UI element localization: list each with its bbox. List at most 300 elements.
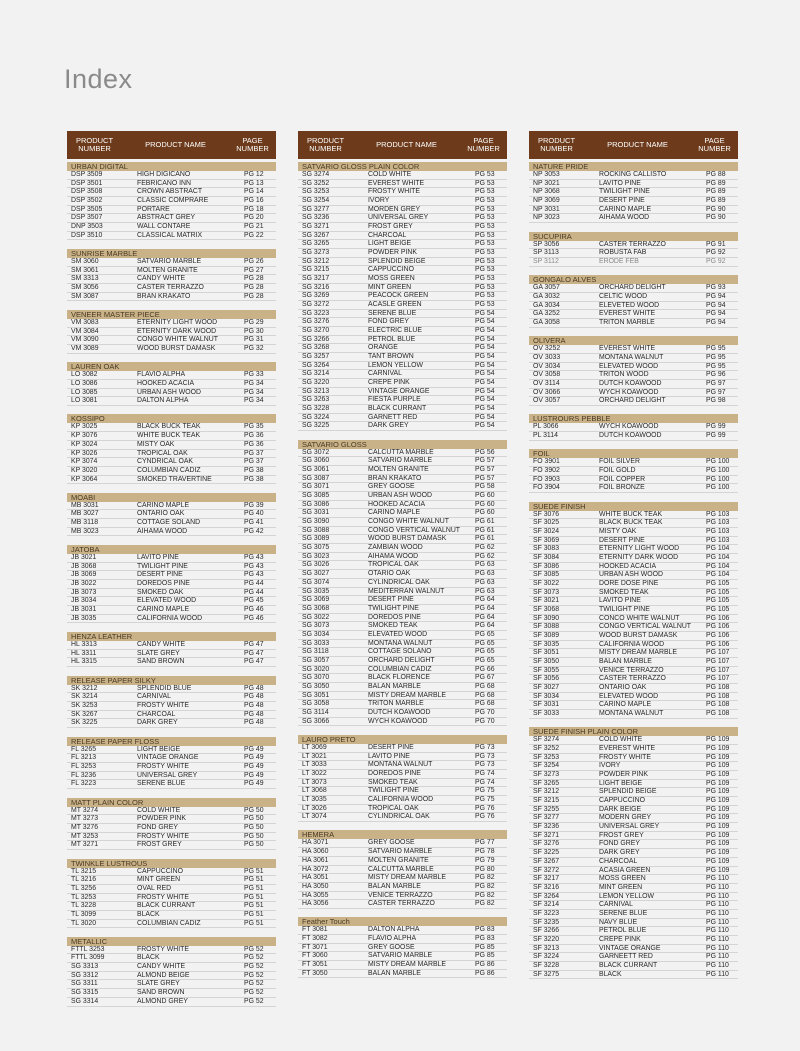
table-row	[529, 632, 738, 641]
product-name: CASTER TERRAZZO	[599, 675, 666, 683]
product-number: SF 3088	[533, 623, 560, 631]
page-number: PG 103	[706, 519, 730, 527]
page-number: PG 68	[475, 682, 495, 690]
page-number: PG 105	[706, 597, 730, 605]
product-number: NP 3053	[533, 171, 560, 178]
product-number: SF 3034	[533, 692, 560, 700]
product-name: MISTY DREAM MARBLE	[368, 961, 446, 969]
page-number: PG 28	[244, 275, 264, 283]
product-name: BRAN KRAKATO	[137, 292, 191, 300]
page-number: PG 36	[244, 432, 264, 440]
table-row	[529, 901, 738, 910]
table-row	[67, 502, 276, 511]
table-row	[67, 458, 276, 467]
page-number: PG 52	[244, 963, 264, 971]
page-number: PG 80	[475, 865, 495, 873]
section-gap	[529, 441, 738, 447]
product-name: CREPE PINK	[368, 379, 410, 387]
page-number: PG 54	[475, 379, 495, 387]
product-name: CYLINDRICAL OAK	[368, 578, 430, 586]
product-name: PORTARE	[137, 205, 170, 213]
product-name: BLACK FLORENCE	[368, 674, 431, 682]
table-row	[298, 883, 507, 892]
product-name: TWILIGHT PINE	[599, 188, 650, 196]
product-name: TANT BROWN	[368, 353, 414, 361]
table-row	[298, 848, 507, 857]
table-row	[529, 840, 738, 849]
table-row	[298, 266, 507, 275]
product-number: NP 3023	[533, 214, 560, 222]
page-number: PG 48	[244, 719, 264, 727]
header-product-number: PRODUCT NUMBER	[75, 135, 114, 153]
product-name: FLAVIO ALPHA	[137, 371, 186, 379]
product-number: SM 3061	[71, 266, 99, 274]
table-row	[529, 484, 738, 493]
section-heading: URBAN DIGITAL	[67, 162, 276, 171]
product-name: CALIFORNIA WOOD	[137, 614, 203, 622]
page-number: PG 82	[475, 900, 495, 908]
page-number: PG 109	[706, 823, 730, 831]
header-product-name: PRODUCT NAME	[607, 139, 668, 149]
page-number: PG 52	[244, 945, 264, 953]
table-row	[67, 841, 276, 850]
page-number: PG 109	[706, 866, 730, 874]
product-number: SF 3216	[533, 883, 560, 891]
product-name: CALCUTTA MARBLE	[368, 865, 434, 873]
product-number: SF 3085	[533, 571, 560, 579]
page-number: PG 107	[706, 649, 730, 657]
page-number: PG 95	[706, 345, 726, 353]
product-name: CALIFORNIA WOOD	[368, 795, 434, 803]
product-name: MONTANA WALNUT	[368, 639, 433, 647]
page-number: PG 18	[244, 205, 264, 213]
section-gap	[298, 726, 507, 732]
product-number: FT 3071	[302, 943, 328, 951]
product-number: SF 3215	[533, 797, 560, 805]
page-number: PG 94	[706, 301, 726, 309]
table-row	[298, 336, 507, 345]
table-row	[298, 857, 507, 866]
product-name: DARK GREY	[137, 719, 178, 727]
page-number: PG 74	[475, 778, 495, 786]
table-row	[529, 511, 738, 520]
page-number: PG 43	[244, 562, 264, 570]
page-number: PG 108	[706, 684, 730, 692]
section-heading: OLIVERA	[529, 336, 738, 345]
product-number: SF 3022	[533, 580, 560, 588]
product-name: CELTIC WOOD	[599, 292, 648, 300]
product-number: SF 3213	[533, 944, 560, 952]
table-row	[67, 380, 276, 389]
page-number: PG 110	[706, 944, 729, 952]
product-number: LT 3068	[302, 787, 327, 795]
product-number: SF 3084	[533, 554, 560, 562]
page-number: PG 54	[475, 344, 495, 352]
table-row	[529, 945, 738, 954]
page-number: PG 110	[706, 883, 729, 891]
table-row	[298, 327, 507, 336]
table-row	[67, 423, 276, 432]
product-number: SG 3118	[302, 648, 329, 656]
page-number: PG 110	[706, 901, 729, 909]
table-row	[298, 492, 507, 501]
page-number: PG 94	[706, 292, 726, 300]
page-number: PG 67	[475, 674, 495, 682]
table-row	[298, 188, 507, 197]
table-row	[529, 667, 738, 676]
product-name: ELEVATED WOOD	[599, 362, 659, 370]
section-gap	[298, 909, 507, 915]
table-row	[67, 467, 276, 476]
product-number: SG 3216	[302, 283, 330, 291]
table-row	[529, 397, 738, 406]
product-number: SM 3313	[71, 275, 99, 283]
table-row	[298, 483, 507, 492]
page-number: PG 38	[244, 466, 264, 474]
product-name: DORE DOSE PINE	[599, 580, 659, 588]
product-name: ROCKING CALLISTO	[599, 171, 667, 178]
table-row	[529, 423, 738, 432]
table-row	[298, 700, 507, 709]
page-number: PG 68	[475, 691, 495, 699]
page-number: PG 109	[706, 840, 730, 848]
product-name: CONGO WHITE WALNUT	[137, 336, 218, 344]
table-row	[529, 589, 738, 598]
table-header	[529, 131, 738, 159]
table-row	[529, 214, 738, 223]
page-number: PG 103	[706, 528, 730, 536]
table-row	[298, 709, 507, 718]
product-name: BALAN MARBLE	[368, 969, 421, 977]
table-row	[298, 952, 507, 961]
product-number: SF 3236	[533, 823, 560, 831]
table-row	[67, 232, 276, 241]
page-number: PG 83	[475, 935, 495, 943]
page-number: PG 50	[244, 815, 264, 823]
product-number: SG 3026	[302, 561, 330, 569]
product-name: SMOKED TEAK	[368, 622, 418, 630]
product-name: EVEREST WHITE	[599, 310, 656, 318]
page-number: PG 53	[475, 301, 495, 309]
product-number: SF 3214	[533, 901, 560, 909]
page-number: PG 89	[706, 179, 726, 187]
table-row	[298, 631, 507, 640]
page-number: PG 110	[706, 909, 729, 917]
page-number: PG 62	[475, 544, 495, 552]
product-number: SG 3090	[302, 518, 330, 526]
page-number: PG 53	[475, 188, 495, 196]
product-name: POWDER PINK	[368, 249, 418, 257]
product-number: SP 3112	[533, 257, 559, 265]
page-number: PG 44	[244, 580, 264, 588]
section-gap	[529, 406, 738, 412]
product-name: CALCUTTA MARBLE	[368, 448, 434, 456]
product-number: SG 3034	[302, 630, 330, 638]
table-row	[67, 658, 276, 667]
product-number: DSP 3507	[71, 214, 103, 222]
product-number: SG 3060	[302, 457, 330, 465]
product-name: BALAN MARBLE	[599, 658, 652, 666]
product-name: SAND BROWN	[137, 658, 185, 666]
table-row	[298, 171, 507, 180]
product-number: SK 3253	[71, 701, 98, 709]
product-name: IVORY	[599, 762, 621, 770]
table-row	[529, 537, 738, 546]
page-number: PG 64	[475, 622, 495, 630]
page-number: PG 106	[706, 640, 730, 648]
page-number: PG 48	[244, 701, 264, 709]
product-name: ABSTRACT GREY	[137, 214, 196, 222]
product-number: OV 3034	[533, 362, 561, 370]
page-number: PG 109	[706, 753, 730, 761]
product-name: TROPICAL OAK	[368, 561, 419, 569]
page-number: PG 62	[475, 552, 495, 560]
product-number: SG 3224	[302, 413, 330, 421]
table-row	[298, 527, 507, 536]
product-name: MINT GREEN	[137, 876, 181, 884]
page-number: PG 16	[244, 197, 264, 205]
product-name: GREY GOOSE	[368, 943, 415, 951]
section-gap	[298, 431, 507, 437]
section-heading: SATVARIO GLOSS	[298, 440, 507, 449]
product-number: SF 3025	[533, 519, 560, 527]
product-name: DESERT PINE	[137, 571, 183, 579]
table-row	[529, 962, 738, 971]
page-number: PG 52	[244, 989, 264, 997]
table-row	[529, 893, 738, 902]
page-number: PG 44	[244, 588, 264, 596]
table-row	[298, 475, 507, 484]
product-name: MOLTEN GRANITE	[368, 466, 429, 474]
product-number: SG 3253	[302, 188, 330, 196]
product-name: ORCHARD DELIGHT	[599, 284, 666, 292]
page-number: PG 105	[706, 580, 730, 588]
page-number: PG 51	[244, 876, 264, 884]
page-number: PG 61	[475, 526, 495, 534]
header-product-name: PRODUCT NAME	[376, 139, 437, 149]
table-row	[529, 875, 738, 884]
product-number: SF 3267	[533, 857, 560, 865]
product-number: LT 3069	[302, 743, 327, 751]
product-number: PL 3114	[533, 432, 558, 440]
product-number: SF 3035	[533, 640, 560, 648]
page-number: PG 65	[475, 630, 495, 638]
product-name: SATVARIO MARBLE	[368, 848, 433, 856]
product-number: LT 3073	[302, 778, 327, 786]
header-page-number: PAGE NUMBER	[698, 135, 731, 153]
table-row	[67, 998, 276, 1007]
product-name: DESERT PINE	[368, 596, 414, 604]
table-row	[298, 362, 507, 371]
product-number: SG 3058	[302, 700, 330, 708]
page-number: PG 66	[475, 665, 495, 673]
table-row	[529, 528, 738, 537]
product-number: MT 3271	[71, 841, 99, 849]
table-row	[529, 354, 738, 363]
table-row	[67, 780, 276, 789]
product-number: DSP 3505	[71, 205, 103, 213]
product-number: SG 3254	[302, 197, 330, 205]
product-number: HA 3050	[302, 882, 329, 890]
page-number: PG 100	[706, 484, 730, 492]
page-number: PG 109	[706, 857, 730, 865]
product-number: FO 3901	[533, 458, 560, 466]
table-row	[529, 597, 738, 606]
table-row	[529, 545, 738, 554]
product-name: UNIVERSAL GREY	[137, 771, 198, 779]
product-name: CLASSIC COMPRARE	[137, 197, 209, 205]
product-name: EVEREST WHITE	[599, 345, 656, 353]
product-name: CHARCOAL	[599, 857, 638, 865]
page-number: PG 82	[475, 891, 495, 899]
product-number: SG 3214	[302, 370, 330, 378]
product-number: SF 3069	[533, 536, 560, 544]
section-heading: SUNRISE MARBLE	[67, 249, 276, 258]
table-row	[67, 336, 276, 345]
product-number: SG 3057	[302, 656, 330, 664]
page-number: PG 60	[475, 500, 495, 508]
product-name: ELEVATED WOOD	[368, 630, 428, 638]
table-row	[298, 657, 507, 666]
table-row	[298, 944, 507, 953]
product-name: SMOKED TEAK	[599, 588, 649, 596]
table-row	[67, 702, 276, 711]
product-name: WOOD BURST DAMASK	[137, 344, 216, 352]
product-name: SPLENDID BEIGE	[368, 257, 426, 265]
page-number: PG 36	[244, 440, 264, 448]
page-number: PG 106	[706, 614, 730, 622]
product-name: COTTAGE SOLAND	[137, 519, 201, 527]
product-number: SK 3214	[71, 693, 98, 701]
table-row	[67, 650, 276, 659]
product-number: TL 3020	[71, 919, 97, 927]
section-gap	[67, 354, 276, 360]
product-number: SF 3254	[533, 762, 560, 770]
table-row	[298, 457, 507, 466]
page-number: PG 100	[706, 475, 730, 483]
table-row	[67, 711, 276, 720]
section-heading: NATURE PRIDE	[529, 162, 738, 171]
table-row	[529, 606, 738, 615]
table-row	[298, 197, 507, 206]
product-name: CARNIVAL	[599, 901, 633, 909]
table-row	[529, 710, 738, 719]
page-number: PG 60	[475, 492, 495, 500]
table-row	[529, 180, 738, 189]
product-number: KP 3026	[71, 449, 98, 457]
product-name: TWILIGHT PINE	[368, 604, 419, 612]
product-number: SF 3056	[533, 675, 560, 683]
section-gap	[67, 789, 276, 795]
product-number: SG 3315	[71, 989, 99, 997]
product-number: SG 3252	[302, 179, 330, 187]
product-name: FROSTY WHITE	[137, 832, 189, 840]
table-row	[67, 223, 276, 232]
page-number: PG 28	[244, 283, 264, 291]
table-row	[529, 389, 738, 398]
table-row	[529, 675, 738, 684]
product-number: SF 3089	[533, 632, 560, 640]
page-number: PG 52	[244, 954, 264, 962]
page-number: PG 49	[244, 780, 264, 788]
product-name: DALTON ALPHA	[137, 397, 189, 405]
table-row	[529, 762, 738, 771]
table-row	[67, 528, 276, 537]
product-name: AIHAMA WOOD	[599, 214, 650, 222]
product-number: LO 3085	[71, 388, 98, 396]
table-row	[67, 371, 276, 380]
table-row	[298, 622, 507, 631]
product-name: DOREDOS PINE	[368, 769, 421, 777]
product-number: VM 3084	[71, 327, 99, 335]
table-row	[529, 206, 738, 215]
table-row	[529, 380, 738, 389]
product-number: SG 3073	[302, 622, 330, 630]
page-number: PG 68	[475, 700, 495, 708]
page-number: PG 54	[475, 353, 495, 361]
page-number: PG 77	[475, 839, 495, 847]
table-row	[529, 806, 738, 815]
page-number: PG 100	[706, 458, 730, 466]
product-name: ELECTRIC BLUE	[368, 327, 422, 335]
product-name: MOLTEN GRANITE	[368, 856, 429, 864]
table-row	[529, 302, 738, 311]
product-number: MT 3273	[71, 815, 99, 823]
product-number: HA 3071	[302, 839, 329, 847]
product-name: FOND GREY	[599, 840, 640, 848]
product-name: TWILIGHT PINE	[137, 562, 188, 570]
product-name: SPLENDID BEIGE	[599, 788, 657, 796]
table-row	[298, 206, 507, 215]
product-name: FEBRICANO INN	[137, 179, 191, 187]
page-number: PG 94	[706, 318, 726, 326]
section-heading: RELEASE PAPER SILKY	[67, 676, 276, 685]
page-number: PG 104	[706, 554, 730, 562]
section-heading: SUCUPIRA	[529, 232, 738, 241]
product-name: PEACOCK GREEN	[368, 292, 429, 300]
table-row	[298, 466, 507, 475]
table-row	[67, 397, 276, 406]
product-name: ZAMBIAN WOOD	[368, 544, 423, 552]
product-number: JB 3035	[71, 614, 97, 622]
product-name: DUTCH KOAWOOD	[368, 708, 431, 716]
page-number: PG 54	[475, 413, 495, 421]
table-row	[67, 606, 276, 615]
page-number: PG 53	[475, 266, 495, 274]
product-name: CONCO WHITE WALNUT	[599, 614, 680, 622]
product-number: SF 3021	[533, 597, 560, 605]
product-number: NP 3069	[533, 197, 560, 205]
table-row	[67, 868, 276, 877]
page-number: PG 28	[244, 292, 264, 300]
product-name: CLASSICAL MATRIX	[137, 231, 203, 239]
product-number: HA 3055	[302, 891, 329, 899]
product-name: MORDEN GREY	[368, 205, 421, 213]
index-column-3	[529, 131, 738, 979]
table-row	[67, 807, 276, 816]
product-number: KP 3025	[71, 423, 98, 431]
table-row	[298, 284, 507, 293]
page-number: PG 86	[475, 969, 495, 977]
table-row	[67, 180, 276, 189]
product-name: MOSS GREEN	[368, 275, 415, 283]
product-number: HA 3061	[302, 856, 329, 864]
product-number: HL 3315	[71, 658, 97, 666]
product-name: HOOKED ACACIA	[599, 562, 657, 570]
product-name: TRITON MARBLE	[599, 318, 655, 326]
table-row	[67, 432, 276, 441]
product-name: LEMON YELLOW	[599, 892, 655, 900]
